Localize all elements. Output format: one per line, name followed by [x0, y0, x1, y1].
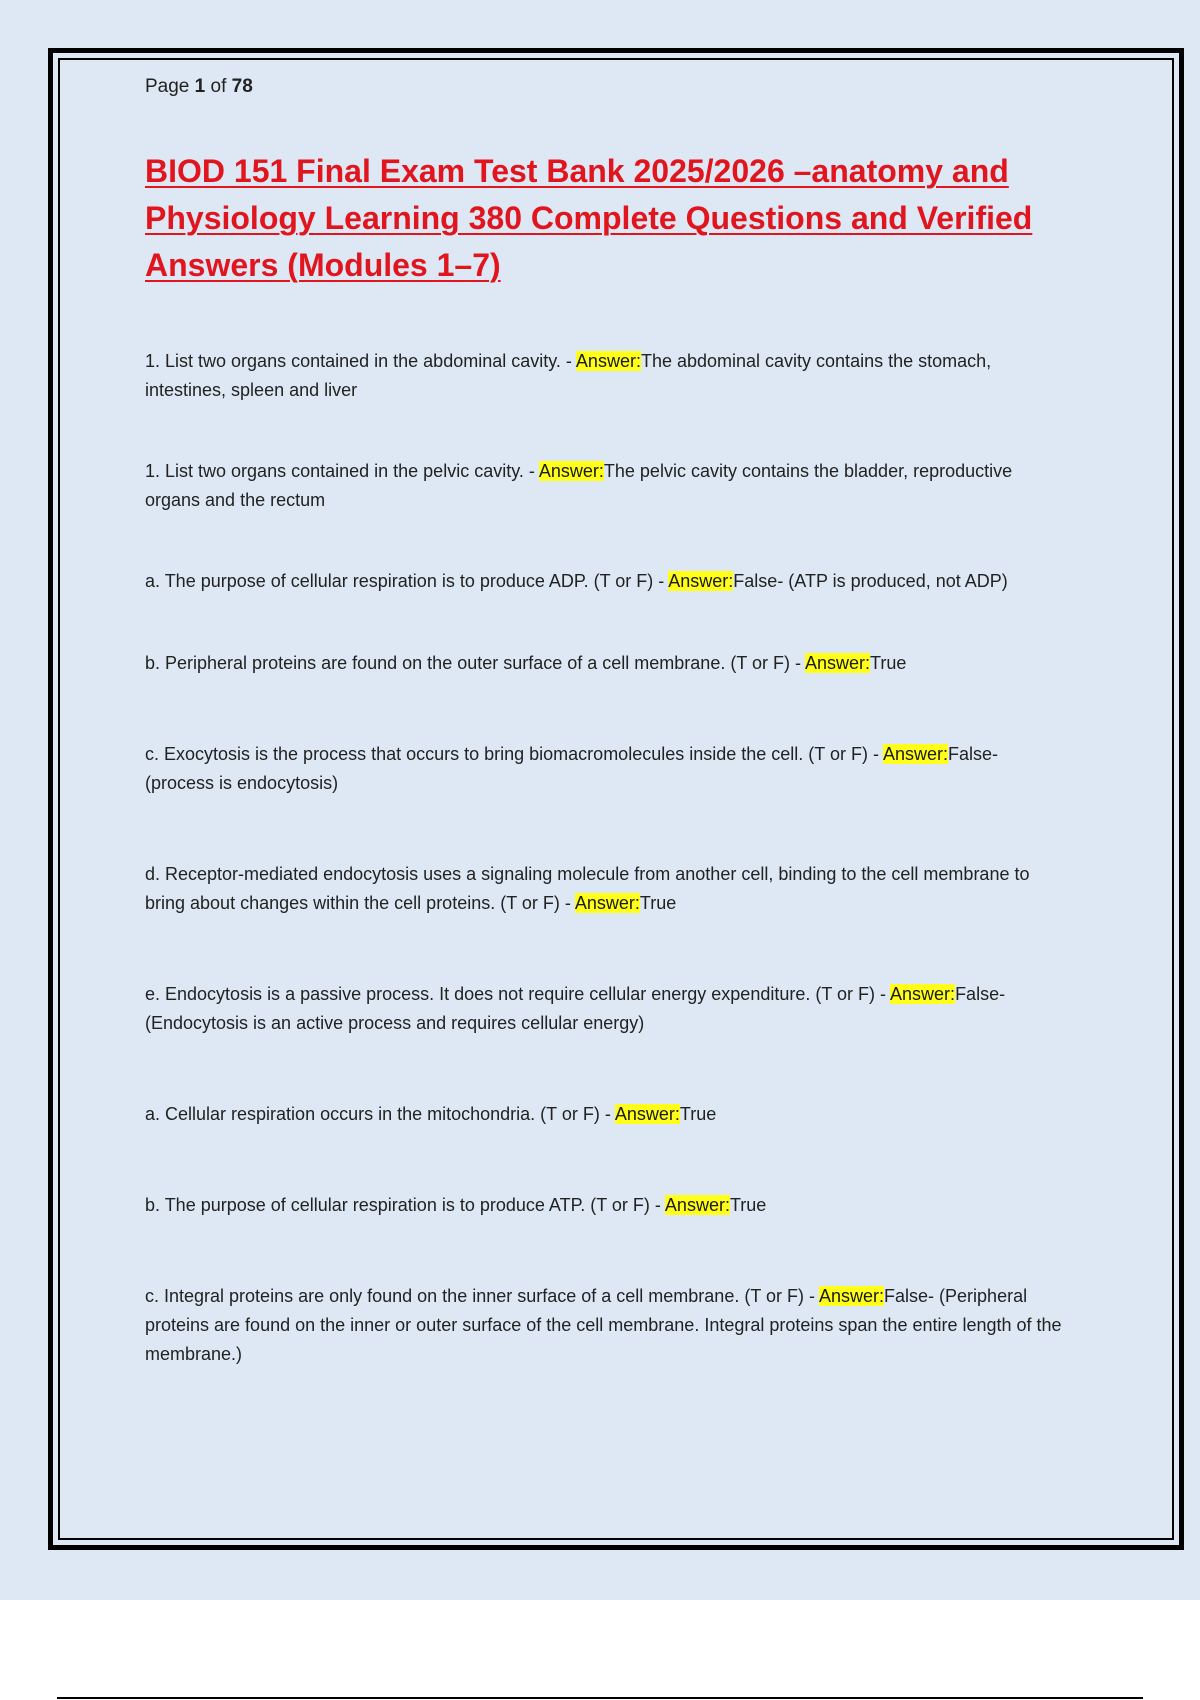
- answer-text: False- (ATP is produced, not ADP): [733, 571, 1008, 591]
- qa-item: [145, 1282, 1065, 1369]
- question-text: 1. List two organs contained in the abdominal cavity. -: [145, 351, 576, 371]
- answer-label: Answer:: [575, 351, 641, 371]
- question-text: a. The purpose of cellular respiration is to produce ADP. (T or F) -: [145, 571, 669, 591]
- answer-text: False- (Endocytosis is an active process and requires cellular energy): [145, 984, 1006, 1033]
- answer-label: Answer:: [664, 1195, 730, 1215]
- document-content: [145, 72, 1065, 1369]
- answer-label: Answer:: [614, 1104, 680, 1124]
- qa-item: [145, 1191, 1065, 1220]
- qa-item: [145, 980, 1065, 1038]
- page-number-current: 1: [194, 76, 206, 97]
- qa-item: [145, 740, 1065, 798]
- qa-item: [145, 860, 1065, 918]
- answer-label: Answer:: [819, 1286, 885, 1306]
- page-number: [145, 72, 1065, 102]
- answer-text: False- (process is endocytosis): [145, 744, 999, 793]
- question-text: b. The purpose of cellular respiration is to produce ATP. (T or F) -: [145, 1195, 665, 1215]
- answer-label: Answer:: [574, 893, 640, 913]
- answer-text: True: [729, 1195, 767, 1215]
- page-number-of: of: [210, 76, 227, 97]
- page-number-prefix: Page: [145, 76, 190, 97]
- answer-label: Answer:: [668, 571, 734, 591]
- question-text: c. Exocytosis is the process that occurs to bring biomacromolecules inside the cell. (T or F) -: [145, 744, 883, 764]
- question-text: a. Cellular respiration occurs in the mitochondria. (T or F) -: [145, 1104, 615, 1124]
- answer-label: Answer:: [890, 984, 956, 1004]
- qa-item: [145, 649, 1065, 678]
- qa-item: [145, 347, 1065, 405]
- question-list: [145, 347, 1065, 1369]
- answer-label: Answer:: [882, 744, 948, 764]
- answer-text: The abdominal cavity contains the stomach, intestines, spleen and liver: [145, 351, 992, 400]
- qa-item: [145, 1100, 1065, 1129]
- answer-text: False- (Peripheral proteins are found on the inner or outer surface of the cell membrane. Integral proteins span the entire length of the membrane.): [145, 1286, 1062, 1364]
- answer-text: The pelvic cavity contains the bladder, reproductive organs and the rectum: [145, 461, 1013, 510]
- question-text: e. Endocytosis is a passive process. It does not require cellular energy expenditure. (T or F) -: [145, 984, 891, 1004]
- answer-label: Answer:: [805, 653, 871, 673]
- question-text: b. Peripheral proteins are found on the outer surface of a cell membrane. (T or F) -: [145, 653, 805, 673]
- answer-text: True: [639, 893, 677, 913]
- footer-divider: [57, 1697, 1143, 1699]
- qa-item: [145, 567, 1065, 596]
- question-text: c. Integral proteins are only found on the inner surface of a cell membrane. (T or F) -: [145, 1286, 819, 1306]
- qa-item: [145, 457, 1065, 515]
- answer-text: True: [870, 653, 907, 673]
- answer-text: True: [679, 1104, 717, 1124]
- question-text: 1. List two organs contained in the pelvic cavity. -: [145, 461, 539, 481]
- page-number-total: 78: [231, 76, 253, 97]
- question-text: d. Receptor-mediated endocytosis uses a signaling molecule from another cell, binding to the cell membrane to bring about changes within the cell proteins. (T or F) -: [145, 864, 1030, 913]
- answer-label: Answer:: [538, 461, 604, 481]
- document-title: BIOD 151 Final Exam Test Bank 2025/2026 –anatomy and Physiology Learning 380 Complete Questions and Verified Answers (Modules 1–7): [145, 153, 1033, 283]
